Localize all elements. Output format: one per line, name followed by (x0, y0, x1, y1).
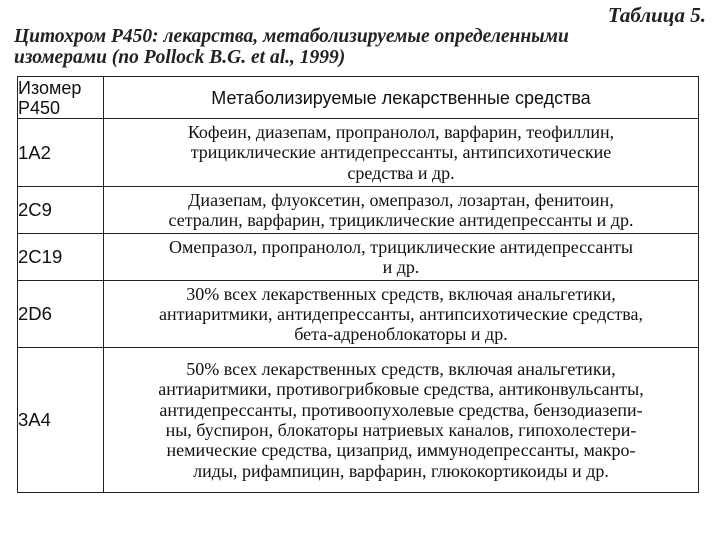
drugs-line: трициклические антидепрессанты, антипсихотические (190, 142, 612, 163)
drugs-line: Кофеин, диазепам, пропранолол, варфарин, теофиллин, (187, 122, 615, 143)
isomer-cell: 1А2 (18, 119, 104, 187)
drugs-cell (104, 119, 699, 187)
drugs-line: средства и др. (347, 162, 455, 183)
drugs-line: ны, буспирон, блокаторы натриевых каналов, гипохолестери- (165, 420, 637, 440)
isomer-header-line-1: Изомер (18, 77, 82, 98)
drugs-line: сетралин, варфарин, трициклические антидепрессанты и др. (168, 210, 634, 230)
isomer-cell: 2С9 (18, 187, 104, 234)
table-row (18, 234, 699, 281)
drugs-line: лиды, рифампицин, варфарин, глюкокортикоиды и др. (193, 460, 609, 481)
drugs-line: бета-адреноблокаторы и др. (294, 324, 508, 345)
table-row (18, 119, 699, 187)
isomer-column-header (18, 77, 104, 119)
isomer-cell: 2С19 (18, 234, 104, 281)
drugs-line: и др. (382, 257, 420, 277)
drugs-line: антиаритмики, антидепрессанты, антипсихотические средства, (159, 303, 643, 324)
drugs-line: Омепразол, пропранолол, трициклические антидепрессанты (169, 236, 633, 257)
drugs-line: 30% всех лекарственных средств, включая анальгетики, (186, 283, 616, 304)
table-row (18, 187, 699, 234)
drugs-cell (104, 234, 699, 281)
table-header-row (18, 77, 699, 119)
isomer-cell: 3А4 (18, 348, 104, 493)
drugs-line: антиаритмики, противогрибковые средства, антиконвульсанты, (158, 379, 644, 400)
isomer-header-line-2: Р450 (18, 97, 61, 118)
isomer-cell: 2D6 (18, 281, 104, 348)
drugs-line: 50% всех лекарственных средств, включая анальгетики, (186, 359, 616, 380)
table-row (18, 348, 699, 493)
table-caption (14, 26, 674, 68)
table-number: Таблица 5. (607, 3, 706, 27)
drugs-line: антидепрессанты, противоопухолевые средства, бензодиазепи- (159, 399, 643, 420)
drugs-cell (104, 348, 699, 493)
caption-line-2: изомерами (по Pollock B.G. et al., 1999) (14, 47, 346, 68)
caption-line-1: Цитохром Р450: лекарства, метаболизируемые определенными (14, 26, 569, 47)
drugs-cell (104, 281, 699, 348)
table-row (18, 281, 699, 348)
drugs-line: Диазепам, флуоксетин, омепразол, лозартан, фенитоин, (188, 189, 614, 210)
isomer-drug-table (17, 76, 699, 493)
drugs-line: немические средства, цизаприд, иммунодепрессанты, макро- (166, 440, 636, 461)
drugs-cell (104, 187, 699, 234)
drugs-column-header: Метаболизируемые лекарственные средства (104, 77, 699, 119)
